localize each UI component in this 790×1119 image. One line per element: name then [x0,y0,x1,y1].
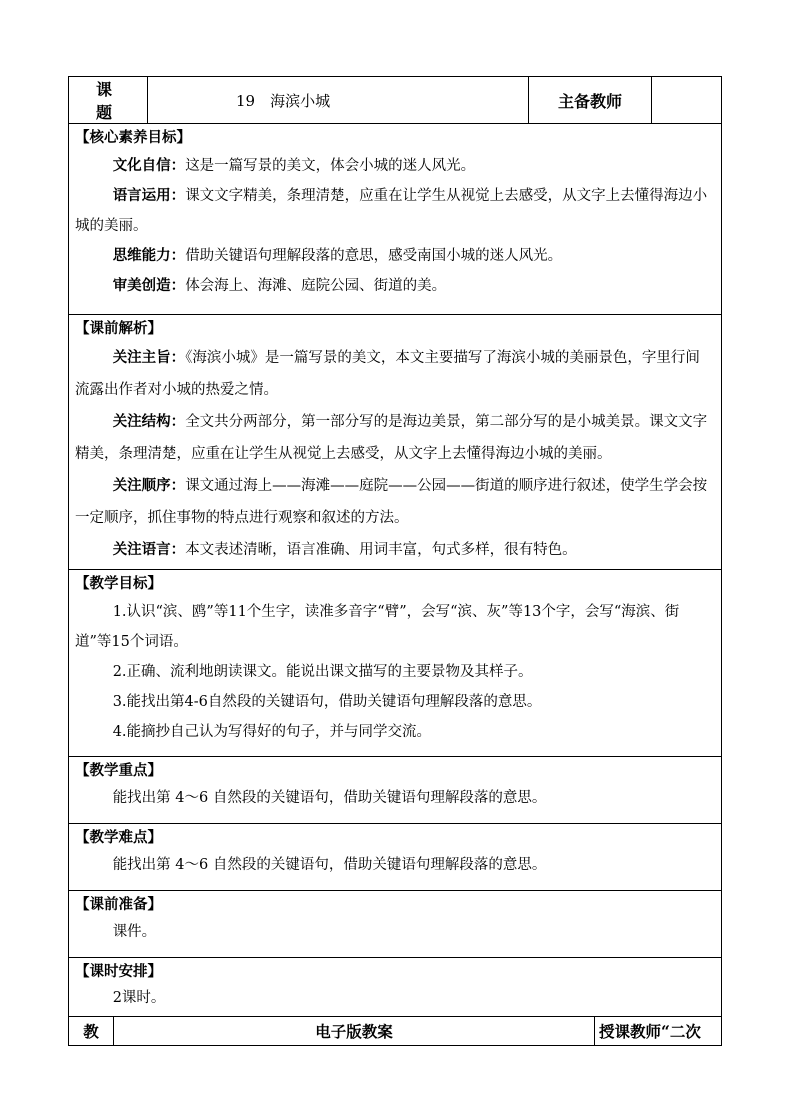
core-item: 审美创造：体会海上、海滩、庭院公园、街道的美。 [112,277,447,294]
section-title: 【教学难点】 [75,829,162,846]
section-text: 能找出第 4～6 自然段的关键语句，借助关键语句理解段落的意思。 [112,857,547,873]
lesson-plan-page [68,76,722,1046]
section-analysis [69,315,722,570]
section-prep-row [69,891,722,958]
section-text: 课件。 [112,924,157,940]
section-core-row [69,124,722,315]
goal-item: 4.能摘抄自己认为写得好的句子，并与同学交流。 [112,724,432,740]
footer-table [68,1016,722,1046]
core-item: 语言运用：课文文字精美，条理清楚，应重在让学生从视觉上去感受，从文字上去懂得海边小城的美丽。 [75,187,708,234]
core-item: 文化自信：这是一篇写景的美文，体会小城的迷人风光。 [112,157,476,174]
footer-cell-teacher: 授课教师“二次 [595,1017,722,1046]
section-schedule-row [69,958,722,1017]
section-schedule [69,958,722,1017]
section-title: 【课前准备】 [75,896,162,913]
section-difficulty-row [69,824,722,891]
main-teacher-label: 主备教师 [529,77,652,124]
analysis-item: 关注结构：全文共分两部分，第一部分写的是海边美景，第二部分写的是小城美景。课文文字精美，条理清楚，应重在让学生从视觉上去感受，从文字上去懂得海边小城的美丽。 [75,413,708,462]
section-title: 【课时安排】 [75,963,162,980]
section-difficulties [69,824,722,891]
section-goals [69,570,722,757]
section-core [69,124,722,315]
section-title: 【课前解析】 [75,320,162,337]
core-item: 思维能力：借助关键语句理解段落的意思，感受南国小城的迷人风光。 [112,247,563,264]
topic-label: 课 题 [69,77,148,124]
analysis-item: 关注语言：本文表述清晰，语言准确、用词丰富，句式多样，很有特色。 [112,541,577,558]
analysis-item: 关注主旨：《海滨小城》是一篇写景的美文，本文主要描写了海滨小城的美丽景色，字里行间流露出作者对小城的热爱之情。 [75,349,700,398]
footer-cell-electronic-plan: 电子版教案 [114,1017,595,1046]
section-key-row [69,757,722,824]
goal-item: 3.能找出第4-6自然段的关键语句，借助关键语句理解段落的意思。 [112,694,542,710]
section-key-points [69,757,722,824]
lesson-title: 19 海滨小城 [148,77,529,124]
footer-cell-teach: 教 [69,1017,114,1046]
section-text: 能找出第 4～6 自然段的关键语句，借助关键语句理解段落的意思。 [112,790,547,806]
content-table [68,123,722,1017]
goal-item: 2.正确、流利地朗读课文。能说出课文描写的主要景物及其样子。 [112,664,533,680]
section-analysis-row [69,315,722,570]
section-preparation [69,891,722,958]
section-title: 【核心素养目标】 [75,129,191,146]
goal-item: 1.认识“滨、鸥”等11个生字，读准多音字“臂”，会写“滨、灰”等13个字，会写“海滨、街道”等15个词语。 [75,604,680,650]
header-table [68,76,722,124]
header-row [69,77,722,124]
main-teacher-value [652,77,722,124]
analysis-item: 关注顺序：课文通过海上——海滩——庭院——公园——街道的顺序进行叙述，使学生学会按一定顺序，抓住事物的特点进行观察和叙述的方法。 [75,477,708,526]
footer-row [69,1017,722,1046]
section-text: 2课时。 [112,990,166,1006]
section-title: 【教学重点】 [75,762,162,779]
section-goals-row [69,570,722,757]
section-title: 【教学目标】 [75,575,162,592]
